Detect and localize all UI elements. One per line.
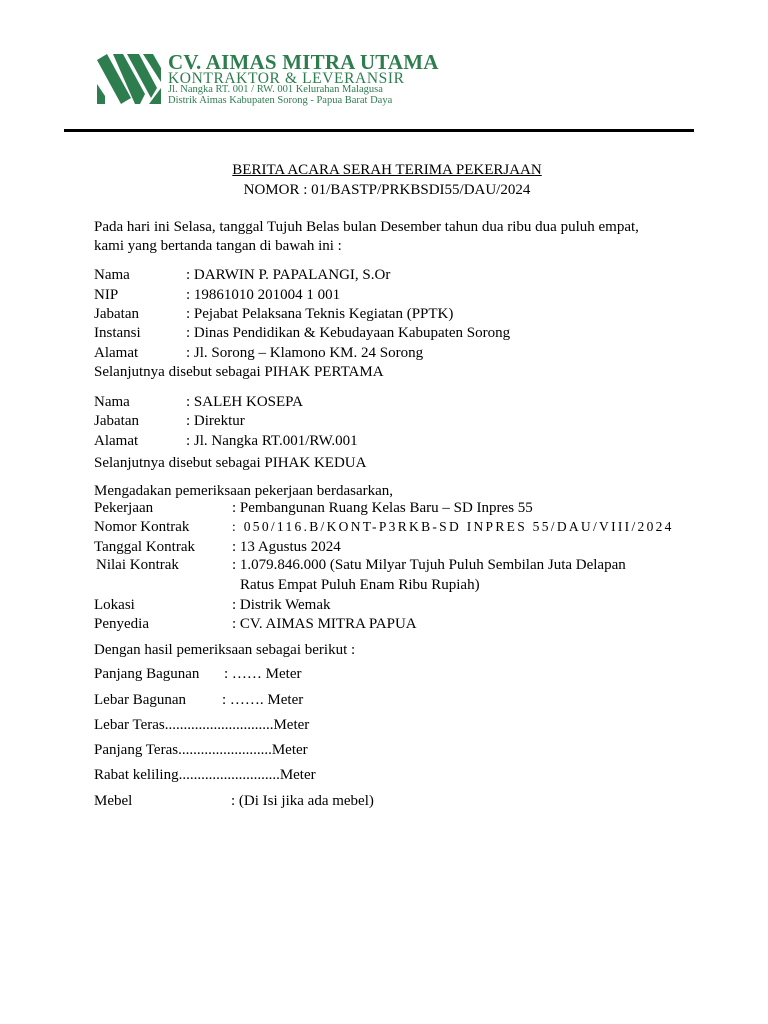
party1-value-nip: : 19861010 201004 1 001 — [186, 287, 341, 303]
party2-label-jabatan: Jabatan — [94, 413, 139, 429]
contract-label-nomor: Nomor Kontrak — [94, 519, 190, 535]
party1-value-instansi: : Dinas Pendidikan & Kebudayaan Kabupaten Sorong — [186, 325, 511, 341]
party2-label-alamat: Alamat — [94, 433, 139, 449]
results-label-panjang-bangunan: Panjang Bagunan — [94, 666, 200, 682]
letterhead-divider — [64, 129, 694, 132]
results-rabat-keliling: Rabat keliling...........................Meter — [94, 767, 316, 783]
results-lebar-teras: Lebar Teras.............................Meter — [94, 717, 310, 733]
contract-heading: Mengadakan pemeriksaan pekerjaan berdasarkan, — [94, 483, 394, 499]
contract-label-tanggal: Tanggal Kontrak — [94, 539, 196, 555]
contract-value-nomor: : 050/116.B/KONT-P3RKB-SD INPRES 55/DAU/VIII/2024 — [232, 519, 674, 534]
results-value-lebar-bangunan: : ……. Meter — [222, 692, 304, 708]
results-panjang-teras: Panjang Teras.........................Meter — [94, 742, 308, 758]
party1-value-jabatan: : Pejabat Pelaksana Teknis Kegiatan (PPTK) — [186, 306, 454, 322]
results-label-lebar-bangunan: Lebar Bagunan — [94, 692, 187, 708]
intro-line-2: kami yang bertanda tangan di bawah ini : — [94, 238, 342, 254]
contract-label-pekerjaan: Pekerjaan — [94, 500, 154, 516]
contract-value-lokasi: : Distrik Wemak — [232, 597, 331, 613]
party1-value-nama: : DARWIN P. PAPALANGI, S.Or — [186, 267, 391, 283]
contract-label-nilai: Nilai Kontrak — [96, 557, 179, 573]
party1-closing: Selanjutnya disebut sebagai PIHAK PERTAMA — [94, 364, 384, 380]
company-subtitle: KONTRAKTOR & LEVERANSIR — [168, 70, 405, 87]
contract-value-penyedia: : CV. AIMAS MITRA PAPUA — [232, 616, 417, 632]
party2-value-alamat: : Jl. Nangka RT.001/RW.001 — [186, 433, 358, 449]
document-number: NOMOR : 01/BASTP/PRKBSDI55/DAU/2024 — [243, 182, 531, 198]
party2-closing: Selanjutnya disebut sebagai PIHAK KEDUA — [94, 455, 367, 471]
contract-value-pekerjaan: : Pembangunan Ruang Kelas Baru – SD Inpres 55 — [232, 500, 533, 516]
results-value-panjang-bangunan: : …… Meter — [224, 666, 302, 682]
results-value-mebel: : (Di Isi jika ada mebel) — [231, 793, 374, 809]
contract-value-tanggal: : 13 Agustus 2024 — [232, 539, 341, 555]
party1-label-instansi: Instansi — [94, 325, 141, 341]
company-address-line1: Jl. Nangka RT. 001 / RW. 001 Kelurahan Malagusa — [168, 84, 383, 95]
party2-value-nama: : SALEH KOSEPA — [186, 394, 303, 410]
party1-label-nama: Nama — [94, 267, 130, 283]
party2-label-nama: Nama — [94, 394, 130, 410]
contract-label-lokasi: Lokasi — [94, 597, 135, 613]
party1-label-jabatan: Jabatan — [94, 306, 139, 322]
contract-value-nilai: : 1.079.846.000 (Satu Milyar Tujuh Puluh Sembilan Juta Delapan — [232, 557, 626, 573]
party2-value-jabatan: : Direktur — [186, 413, 245, 429]
company-logo-icon — [97, 54, 161, 104]
company-address-line2: Distrik Aimas Kabupaten Sorong - Papua Barat Daya — [168, 95, 393, 106]
document-title: BERITA ACARA SERAH TERIMA PEKERJAAN — [232, 162, 542, 178]
party1-value-alamat: : Jl. Sorong – Klamono KM. 24 Sorong — [186, 345, 424, 361]
company-name: CV. AIMAS MITRA UTAMA — [168, 50, 439, 74]
results-label-mebel: Mebel — [94, 793, 133, 809]
contract-value-nilai-continued: Ratus Empat Puluh Enam Ribu Rupiah) — [240, 577, 480, 593]
party1-label-nip: NIP — [94, 287, 119, 303]
results-heading: Dengan hasil pemeriksaan sebagai berikut : — [94, 642, 356, 658]
intro-line-1: Pada hari ini Selasa, tanggal Tujuh Belas bulan Desember tahun dua ribu dua puluh empat, — [94, 219, 639, 235]
contract-label-penyedia: Penyedia — [94, 616, 149, 632]
party1-label-alamat: Alamat — [94, 345, 139, 361]
